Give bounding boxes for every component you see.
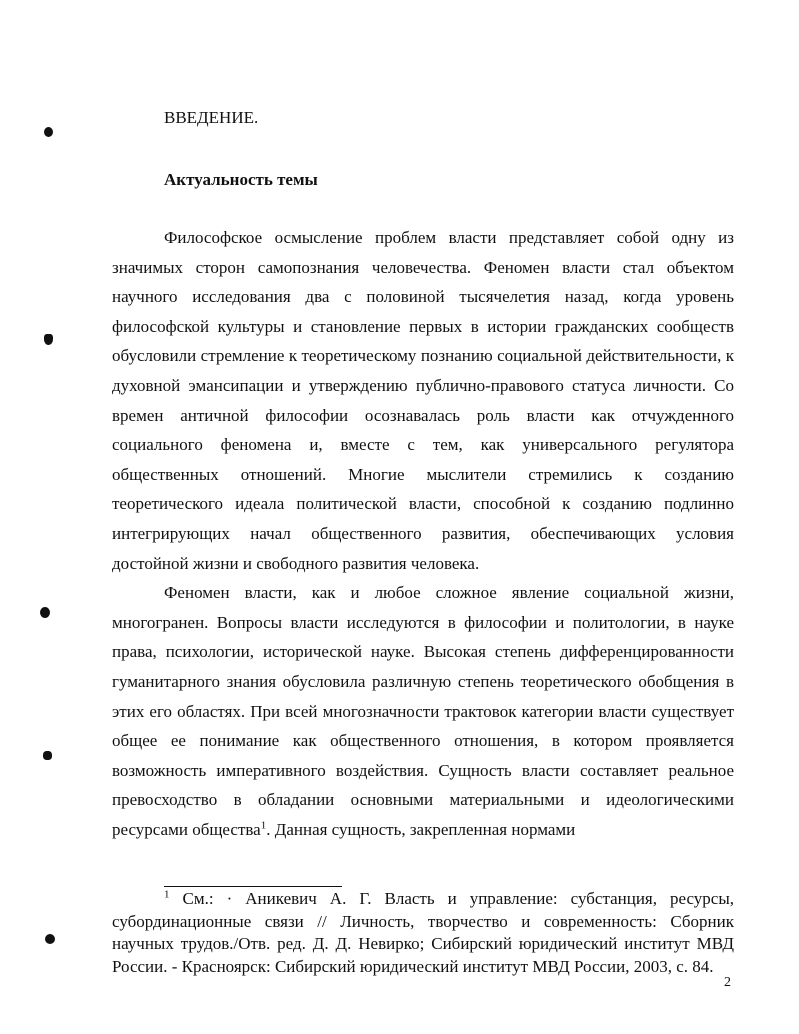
paragraph-2-text: Феномен власти, как и любое сложное явление социальной жизни, многогранен. Вопросы власти исследуются в философии и политологии, в науке права, психологии, исторической науке. Высокая степень дифференцированности гуманитарного знания обусловила различную степень теоретического обобщения в этих его областях. При всей многозначности трактовок категории власти существует общее ее понимание как общественного отношения, в котором проявляется возможность императивного воздействия. Сущность власти составляет реальное превосходство в обладании основными материальными и идеологическими ресурсами общества	[112, 583, 734, 839]
paragraph-1: Философское осмысление проблем власти представляет собой одну из значимых сторон самопознания человечества. Феномен власти стал объектом научного исследования два с половиной тысячелетия назад, когда уровень философской культуры и становление первых в истории гражданских сообществ обусловили стремление к теоретическому познанию социальной действительности, к духовной эмансипации и утверждению публично-правового статуса личности. Со времен античной философии осознавалась роль власти как отчужденного социального феномена и, вместе с тем, как универсального регулятора общественных отношений. Многие мыслители стремились к созданию теоретического идеала политической власти, способной к созданию подлинно интегрирующих начал общественного развития, обеспечивающих условия достойной жизни и свободного развития человека.	[112, 228, 734, 573]
footnote-separator	[164, 886, 342, 887]
footnote-number: 1	[164, 888, 170, 901]
scan-mark-2	[44, 334, 53, 345]
scan-mark-3	[40, 607, 50, 618]
body-text	[112, 223, 734, 844]
scan-mark-4	[43, 751, 52, 760]
footnote-reference: 1	[260, 819, 267, 832]
page-number: 2	[724, 975, 731, 990]
introduction-heading: ВВЕДЕНИЕ.	[164, 108, 259, 127]
scan-mark-5	[45, 934, 55, 944]
footnote-text: См.: · Аникевич А. Г. Власть и управление: субстанция, ресурсы, субординационные связи // Личность, творчество и современность: Сборник научных трудов./Отв. ред. Д. Д. Невирко; Сибирский юридический институт МВД России. - Красноярск: Сибирский юридический институт МВД России, 2003, с. 84.	[112, 889, 734, 976]
scan-mark-1	[44, 127, 53, 137]
paragraph-2	[112, 578, 734, 844]
paragraph-2-tail: . Данная сущность, закрепленная нормами	[266, 819, 576, 839]
topic-relevance-subheading: Актуальность темы	[164, 170, 318, 189]
footnote	[112, 888, 734, 978]
